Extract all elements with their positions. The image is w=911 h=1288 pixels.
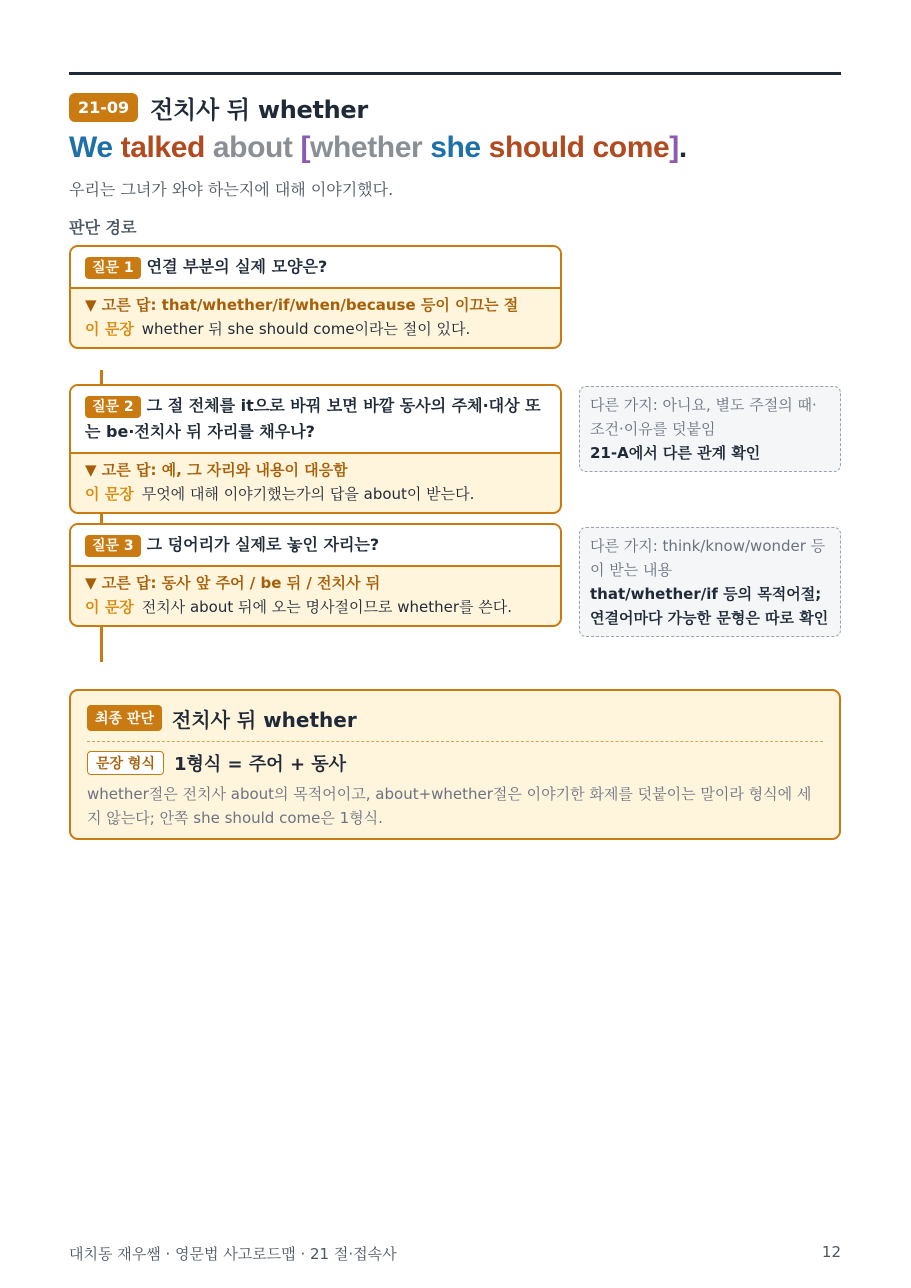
word-we: We (69, 131, 113, 164)
sentence-form-value: 1형식 = 주어 + 동사 (173, 754, 347, 775)
question-text: 그 덩어리가 실제로 놓인 자리는? (146, 535, 380, 554)
this-sentence-text: whether 뒤 she should come이라는 절이 있다. (141, 320, 471, 338)
sentence-period: . (678, 131, 687, 164)
word-she: she (430, 131, 481, 164)
this-sentence-text: 전치사 about 뒤에 오는 명사절이므로 whether를 쓴다. (141, 598, 512, 616)
word-about: about (212, 131, 293, 164)
question-card-2 (69, 384, 562, 514)
sentence-form-chip: 문장 형식 (87, 751, 164, 775)
chosen-answer: ▼ 고른 답: 예, 그 자리와 내용이 대응함 (85, 461, 348, 479)
bracket-close: ] (669, 131, 679, 164)
question-body (71, 289, 560, 347)
word-talked: talked (120, 131, 205, 164)
question-badge: 질문 3 (85, 535, 141, 557)
question-badge: 질문 2 (85, 396, 141, 418)
this-sentence-label: 이 문장 (85, 485, 134, 503)
other-branch-note-1 (579, 386, 841, 472)
question-body (71, 454, 560, 512)
question-header (71, 247, 560, 289)
chosen-answer: ▼ 고른 답: 동사 앞 주어 / be 뒤 / 전치사 뒤 (85, 574, 381, 592)
dashed-divider (87, 741, 823, 742)
bracket-open: [ (300, 131, 311, 164)
final-description: whether절은 전치사 about의 목적어이고, about+whether절은 이야기한 화제를 덧붙이는 말이라 형식에 세지 않는다; 안쪽 she should come은 1형식. (87, 785, 812, 827)
other-branch-note-2 (579, 527, 841, 637)
question-header (71, 525, 560, 567)
section-heading (69, 90, 368, 125)
footer-book-info: 대치동 재우쌤 · 영문법 사고로드맵 · 21 절·접속사 (69, 1245, 397, 1263)
question-badge: 질문 1 (85, 257, 141, 279)
question-body (71, 567, 560, 625)
final-judgment-badge: 최종 판단 (87, 705, 162, 731)
question-header (71, 386, 560, 454)
this-sentence-text: 무엇에 대해 이야기했는가의 답을 about이 받는다. (141, 485, 475, 503)
section-code-badge: 21-09 (69, 93, 138, 122)
note-link-text: 21-A에서 다른 관계 확인 (590, 444, 761, 462)
decision-path-label: 판단 경로 (69, 218, 137, 237)
chosen-answer: ▼ 고른 답: that/whether/if/when/because 등이 이끄는 절 (85, 296, 519, 314)
sentence-translation: 우리는 그녀가 와야 하는지에 대해 이야기했다. (69, 180, 394, 199)
word-whether: whether (310, 131, 423, 164)
this-sentence-line (85, 482, 548, 506)
question-card-3 (69, 523, 562, 627)
this-sentence-label: 이 문장 (85, 320, 134, 338)
question-text: 그 절 전체를 it으로 바꿔 보면 바깥 동사의 주체·대상 또는 be·전치사 뒤 자리를 채우나? (85, 396, 541, 441)
question-card-1 (69, 245, 562, 349)
note-link-text: that/whether/if 등의 목적어절; 연결어마다 가능한 문형은 따로 확인 (590, 585, 829, 627)
word-should-come: should come (488, 131, 670, 164)
sentence-form-row (87, 750, 823, 776)
final-judgment-header (87, 701, 823, 735)
section-title: 전치사 뒤 whether (150, 96, 368, 124)
this-sentence-line (85, 317, 548, 341)
question-text: 연결 부분의 실제 모양은? (146, 257, 328, 276)
note-text: 다른 가지: think/know/wonder 등이 받는 내용 (590, 537, 826, 579)
example-sentence (69, 131, 687, 165)
page-number: 12 (821, 1243, 841, 1261)
this-sentence-label: 이 문장 (85, 598, 134, 616)
top-rule (69, 72, 841, 75)
this-sentence-line (85, 595, 548, 619)
note-text: 다른 가지: 아니요, 별도 주절의 때·조건·이유를 덧붙임 (590, 396, 817, 438)
final-judgment-title: 전치사 뒤 whether (171, 707, 357, 732)
final-judgment-card (69, 689, 841, 840)
